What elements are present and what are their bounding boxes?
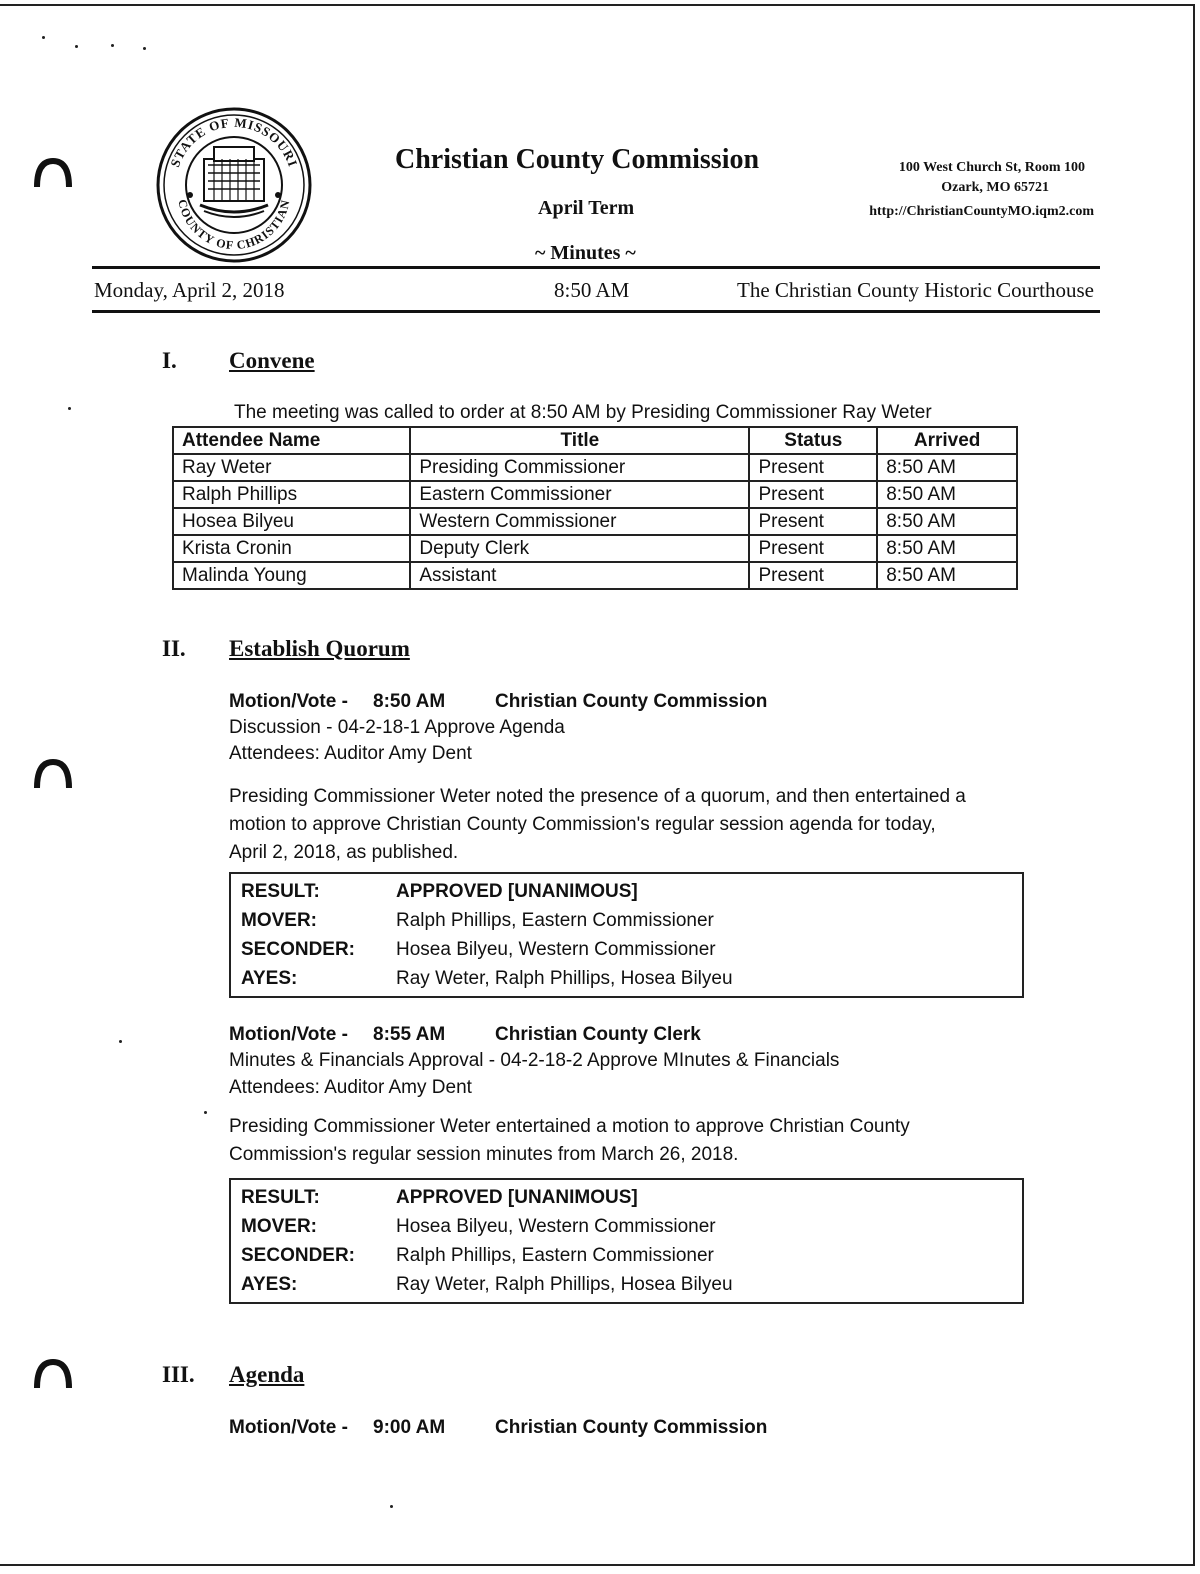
seconder-row bbox=[241, 935, 1012, 964]
seconder-row bbox=[241, 1241, 1012, 1270]
table-row bbox=[173, 535, 1017, 562]
motion-attendees: Attendees: Auditor Amy Dent bbox=[229, 1077, 472, 1098]
attendee-name: Ray Weter bbox=[173, 454, 410, 481]
attendee-status: Present bbox=[749, 454, 877, 481]
table-row bbox=[173, 481, 1017, 508]
motion-time: 8:50 AM bbox=[373, 691, 446, 712]
col-header-status: Status bbox=[749, 427, 877, 454]
motion-label: Motion/Vote - bbox=[229, 691, 348, 712]
table-row bbox=[173, 508, 1017, 535]
seconder-label: SECONDER: bbox=[241, 1245, 356, 1266]
result-box bbox=[229, 1178, 1024, 1304]
motion-text-line: April 2, 2018, as published. bbox=[229, 842, 459, 863]
meeting-date: Monday, April 2, 2018 bbox=[94, 278, 285, 302]
ayes-label: AYES: bbox=[241, 1274, 298, 1295]
ayes-row bbox=[241, 964, 1012, 993]
result-value: APPROVED [UNANIMOUS] bbox=[396, 1187, 638, 1208]
result-row bbox=[241, 1183, 1012, 1212]
attendee-title: Western Commissioner bbox=[410, 508, 749, 535]
scan-speck bbox=[42, 36, 45, 39]
section-title-quorum: Establish Quorum bbox=[229, 636, 410, 661]
motion-body: Christian County Commission bbox=[495, 691, 768, 712]
motion-text-line: Presiding Commissioner Weter entertained a motion to approve Christian County bbox=[229, 1116, 910, 1137]
attendee-status: Present bbox=[749, 562, 877, 589]
attendee-title: Eastern Commissioner bbox=[410, 481, 749, 508]
result-box bbox=[229, 872, 1024, 998]
attendee-name: Hosea Bilyeu bbox=[173, 508, 410, 535]
attendee-name: Krista Cronin bbox=[173, 535, 410, 562]
attendee-table bbox=[172, 426, 1018, 590]
ayes-row bbox=[241, 1270, 1012, 1299]
attendee-arrived: 8:50 AM bbox=[877, 454, 1017, 481]
header-rule-bottom bbox=[92, 310, 1100, 313]
attendee-status: Present bbox=[749, 535, 877, 562]
motion-time: 9:00 AM bbox=[373, 1417, 446, 1438]
svg-text:STATE OF MISSOURI: STATE OF MISSOURI bbox=[167, 114, 301, 170]
ayes-value: Ray Weter, Ralph Phillips, Hosea Bilyeu bbox=[396, 968, 733, 989]
mover-row bbox=[241, 1212, 1012, 1241]
result-label: RESULT: bbox=[241, 1187, 320, 1208]
scan-speck bbox=[204, 1111, 207, 1114]
minutes-label: ~ Minutes ~ bbox=[535, 242, 636, 264]
mover-row bbox=[241, 906, 1012, 935]
ayes-value: Ray Weter, Ralph Phillips, Hosea Bilyeu bbox=[396, 1274, 733, 1295]
attendee-name: Malinda Young bbox=[173, 562, 410, 589]
mover-value: Ralph Phillips, Eastern Commissioner bbox=[396, 910, 714, 931]
meeting-time: 8:50 AM bbox=[554, 278, 630, 302]
motion-body: Christian County Commission bbox=[495, 1417, 768, 1438]
attendee-title: Presiding Commissioner bbox=[410, 454, 749, 481]
svg-text:COUNTY OF CHRISTIAN: COUNTY OF CHRISTIAN bbox=[175, 197, 293, 253]
mover-label: MOVER: bbox=[241, 910, 317, 931]
attendee-status: Present bbox=[749, 481, 877, 508]
motion-attendees: Attendees: Auditor Amy Dent bbox=[229, 743, 472, 764]
punch-hole-icon bbox=[33, 155, 73, 195]
attendee-arrived: 8:50 AM bbox=[877, 562, 1017, 589]
website-link[interactable]: http://ChristianCountyMO.iqm2.com bbox=[869, 204, 1094, 219]
scan-speck bbox=[68, 407, 71, 410]
attendee-arrived: 8:50 AM bbox=[877, 535, 1017, 562]
table-row bbox=[173, 562, 1017, 589]
attendee-status: Present bbox=[749, 508, 877, 535]
col-header-arrived: Arrived bbox=[877, 427, 1017, 454]
punch-hole-icon bbox=[33, 1356, 73, 1396]
county-seal-logo bbox=[156, 107, 312, 263]
commission-title: Christian County Commission bbox=[395, 144, 760, 175]
convene-intro: The meeting was called to order at 8:50 AM by Presiding Commissioner Ray Weter bbox=[234, 402, 932, 423]
motion-text-line: motion to approve Christian County Commission's regular session agenda for today, bbox=[229, 814, 936, 835]
motion-text-line: Commission's regular session minutes from March 26, 2018. bbox=[229, 1144, 739, 1165]
address-line-1: 100 West Church St, Room 100 bbox=[898, 160, 1085, 175]
col-header-name: Attendee Name bbox=[173, 427, 410, 454]
section-title-agenda: Agenda bbox=[229, 1362, 305, 1387]
section-number: I. bbox=[162, 348, 177, 373]
seconder-label: SECONDER: bbox=[241, 939, 356, 960]
seconder-value: Hosea Bilyeu, Western Commissioner bbox=[396, 939, 716, 960]
motion-body: Christian County Clerk bbox=[495, 1024, 701, 1045]
result-value: APPROVED [UNANIMOUS] bbox=[396, 881, 638, 902]
scan-speck bbox=[390, 1505, 393, 1508]
motion-label: Motion/Vote - bbox=[229, 1024, 348, 1045]
col-header-title: Title bbox=[410, 427, 749, 454]
seconder-value: Ralph Phillips, Eastern Commissioner bbox=[396, 1245, 714, 1266]
attendee-arrived: 8:50 AM bbox=[877, 508, 1017, 535]
section-title-convene: Convene bbox=[229, 348, 315, 373]
attendee-arrived: 8:50 AM bbox=[877, 481, 1017, 508]
mover-value: Hosea Bilyeu, Western Commissioner bbox=[396, 1216, 716, 1237]
scan-speck bbox=[75, 45, 78, 48]
term-label: April Term bbox=[538, 197, 635, 219]
motion-discussion: Minutes & Financials Approval - 04-2-18-2 Approve MInutes & Financials bbox=[229, 1050, 840, 1071]
attendee-title: Deputy Clerk bbox=[410, 535, 749, 562]
attendee-title: Assistant bbox=[410, 562, 749, 589]
scan-speck bbox=[119, 1040, 122, 1043]
section-number: II. bbox=[162, 636, 186, 661]
scan-speck bbox=[143, 47, 146, 50]
ayes-label: AYES: bbox=[241, 968, 298, 989]
result-row bbox=[241, 877, 1012, 906]
section-number: III. bbox=[162, 1362, 195, 1387]
punch-hole-icon bbox=[33, 756, 73, 796]
mover-label: MOVER: bbox=[241, 1216, 317, 1237]
table-header-row bbox=[173, 427, 1017, 454]
motion-time: 8:55 AM bbox=[373, 1024, 446, 1045]
motion-label: Motion/Vote - bbox=[229, 1417, 348, 1438]
scan-speck bbox=[111, 44, 114, 47]
result-label: RESULT: bbox=[241, 881, 320, 902]
motion-discussion: Discussion - 04-2-18-1 Approve Agenda bbox=[229, 717, 565, 738]
address-line-2: Ozark, MO 65721 bbox=[941, 180, 1049, 195]
meeting-location: The Christian County Historic Courthouse bbox=[737, 278, 1094, 302]
attendee-name: Ralph Phillips bbox=[173, 481, 410, 508]
header-rule-top bbox=[92, 266, 1100, 269]
motion-text-line: Presiding Commissioner Weter noted the presence of a quorum, and then entertained a bbox=[229, 786, 966, 807]
table-row bbox=[173, 454, 1017, 481]
